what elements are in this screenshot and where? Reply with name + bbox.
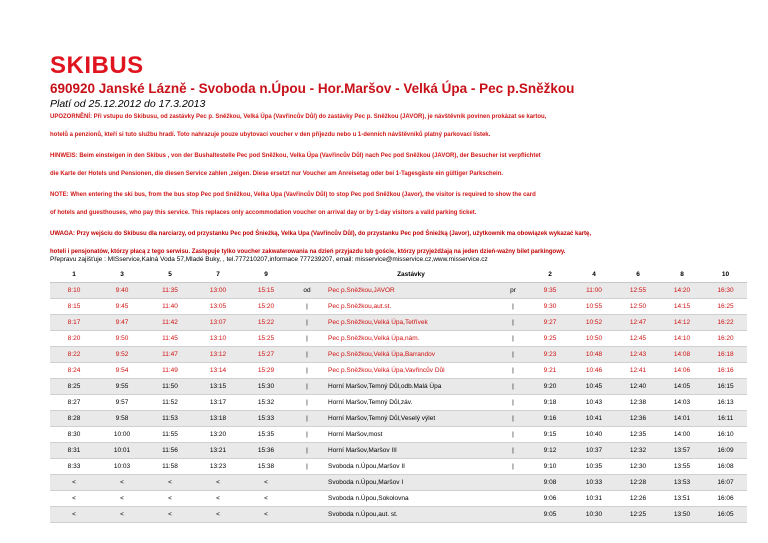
departure-time: 9:50 [98, 331, 146, 347]
departure-time: < [194, 491, 242, 507]
departure-time: 10:55 [572, 299, 616, 315]
departure-time: 10:43 [572, 395, 616, 411]
departure-time: 8:20 [50, 331, 98, 347]
departure-time: 15:30 [242, 379, 290, 395]
direction-marker: | [498, 395, 528, 411]
table-row [50, 347, 747, 363]
departure-time: 12:32 [616, 443, 660, 459]
departure-time: 16:09 [704, 443, 747, 459]
departure-time: 16:11 [704, 411, 747, 427]
departure-time: 11:42 [146, 315, 194, 331]
table-row [50, 299, 747, 315]
departure-time: 14:10 [660, 331, 704, 347]
column-header: 9 [242, 266, 290, 283]
departure-time: 8:30 [50, 427, 98, 443]
departure-time: 13:05 [194, 299, 242, 315]
note-line: UWAGA: Przy wejściu do Skibusu dla narciarzy, od przystanku Pec pod Śnieżką, Velka Upa (Vavřincův Důl), do przystanku Pec pod Śnieżką (Javor), użytkownik ma obowiązek wykazać kartę, [50, 231, 592, 237]
stop-name: Pec p.Sněžkou,Velká Úpa,Tetřívek [324, 315, 498, 331]
stop-name: Pec p.Sněžkou,Velká Úpa,Vavřincův Důl [324, 363, 498, 379]
departure-time: 14:03 [660, 395, 704, 411]
table-row [50, 331, 747, 347]
column-header: 1 [50, 266, 98, 283]
departure-time: 10:45 [572, 379, 616, 395]
departure-time: 10:31 [572, 491, 616, 507]
departure-time: 16:15 [704, 379, 747, 395]
departure-time: 10:35 [572, 459, 616, 475]
direction-marker [498, 475, 528, 491]
column-header [290, 266, 324, 283]
departure-time: 10:30 [572, 507, 616, 523]
departure-time: 9:55 [98, 379, 146, 395]
departure-time: 8:15 [50, 299, 98, 315]
stop-name: Pec p.Sněžkou,Velká Úpa,nám. [324, 331, 498, 347]
departure-time: 9:35 [528, 283, 572, 299]
stop-name: Pec p.Sněžkou,Velká Úpa,Barrandov [324, 347, 498, 363]
direction-marker: | [498, 411, 528, 427]
departure-time: 13:18 [194, 411, 242, 427]
departure-time: 15:20 [242, 299, 290, 315]
departure-time: 15:32 [242, 395, 290, 411]
column-header: Zastávky [324, 266, 498, 283]
departure-time: 9:10 [528, 459, 572, 475]
departure-time: 16:08 [704, 459, 747, 475]
column-header: 3 [98, 266, 146, 283]
departure-time: 13:50 [660, 507, 704, 523]
timetable-header [50, 266, 747, 283]
stop-name: Pec p.Sněžkou,JAVOR [324, 283, 498, 299]
departure-time: 11:58 [146, 459, 194, 475]
departure-time: 12:45 [616, 331, 660, 347]
direction-marker: | [498, 363, 528, 379]
direction-marker: | [290, 459, 324, 475]
column-header: 8 [660, 266, 704, 283]
departure-time: 13:07 [194, 315, 242, 331]
departure-time: 8:31 [50, 443, 98, 459]
departure-time: 11:52 [146, 395, 194, 411]
departure-time: 12:47 [616, 315, 660, 331]
departure-time: 9:23 [528, 347, 572, 363]
departure-time: 9:18 [528, 395, 572, 411]
departure-time: 9:08 [528, 475, 572, 491]
departure-time: 11:55 [146, 427, 194, 443]
direction-marker [290, 507, 324, 523]
departure-time: 14:01 [660, 411, 704, 427]
departure-time: 12:30 [616, 459, 660, 475]
departure-time: 9:16 [528, 411, 572, 427]
stop-name: Svoboda n.Úpou,Sokolovna [324, 491, 498, 507]
departure-time: 9:20 [528, 379, 572, 395]
departure-time: 8:24 [50, 363, 98, 379]
brand-title: SKIBUS [50, 52, 144, 79]
stop-name: Svoboda n.Úpou,Maršov II [324, 459, 498, 475]
timetable [50, 266, 747, 523]
stop-name: Horní Maršov,Temný Důl,Veselý výlet [324, 411, 498, 427]
departure-time: 12:43 [616, 347, 660, 363]
departure-time: 10:01 [98, 443, 146, 459]
departure-time: < [146, 491, 194, 507]
departure-time: 10:03 [98, 459, 146, 475]
direction-marker [290, 491, 324, 507]
departure-time: 13:23 [194, 459, 242, 475]
departure-time: 10:46 [572, 363, 616, 379]
direction-marker [290, 475, 324, 491]
departure-time: 11:35 [146, 283, 194, 299]
departure-time: 13:51 [660, 491, 704, 507]
table-row [50, 315, 747, 331]
note-english [50, 186, 740, 222]
table-row [50, 475, 747, 491]
departure-time: 9:58 [98, 411, 146, 427]
stop-name: Svoboda n.Úpou,aut. st. [324, 507, 498, 523]
note-line: NOTE: When entering the ski bus, from the bus stop Pec pod Sněžkou, Velka Upa (Vavřincův Důl) to stop Pec pod Sněžkou (Javor), the visitor is required to show the card [50, 192, 536, 198]
column-header: 5 [146, 266, 194, 283]
departure-time: 16:25 [704, 299, 747, 315]
departure-time: < [194, 507, 242, 523]
departure-time: 9:52 [98, 347, 146, 363]
departure-time: 10:50 [572, 331, 616, 347]
departure-time: 15:15 [242, 283, 290, 299]
departure-time: 16:10 [704, 427, 747, 443]
table-row [50, 411, 747, 427]
note-line: of hotels and guesthouses, who pay this service. This replaces only accommodation voucher on arrival day or by 1-day visitors a valid parking ticket. [50, 210, 477, 216]
departure-time: 8:27 [50, 395, 98, 411]
column-header [498, 266, 528, 283]
departure-time: 14:05 [660, 379, 704, 395]
direction-marker: | [290, 443, 324, 459]
departure-time: 9:25 [528, 331, 572, 347]
departure-time: 10:52 [572, 315, 616, 331]
departure-time: 12:28 [616, 475, 660, 491]
departure-time: 15:25 [242, 331, 290, 347]
departure-time: 9:05 [528, 507, 572, 523]
departure-time: 16:06 [704, 491, 747, 507]
departure-time: 14:20 [660, 283, 704, 299]
departure-time: < [50, 507, 98, 523]
departure-time: < [242, 475, 290, 491]
stop-name: Pec p.Sněžkou,aut.st. [324, 299, 498, 315]
direction-marker [498, 507, 528, 523]
departure-time: 10:00 [98, 427, 146, 443]
departure-time: 11:47 [146, 347, 194, 363]
departure-time: 15:22 [242, 315, 290, 331]
departure-time: < [194, 475, 242, 491]
departure-time: 11:00 [572, 283, 616, 299]
stop-name: Horní Maršov,Maršov III [324, 443, 498, 459]
departure-time: 9:40 [98, 283, 146, 299]
departure-time: 13:53 [660, 475, 704, 491]
departure-time: 10:41 [572, 411, 616, 427]
departure-time: < [98, 507, 146, 523]
direction-marker: | [498, 347, 528, 363]
direction-marker: | [498, 315, 528, 331]
departure-time: 14:06 [660, 363, 704, 379]
direction-marker: pr [498, 283, 528, 299]
column-header: 6 [616, 266, 660, 283]
departure-time: 14:15 [660, 299, 704, 315]
departure-time: 13:00 [194, 283, 242, 299]
table-row [50, 443, 747, 459]
departure-time: 16:13 [704, 395, 747, 411]
validity-period: Platí od 25.12.2012 do 17.3.2013 [50, 98, 206, 110]
direction-marker: | [498, 299, 528, 315]
departure-time: < [50, 491, 98, 507]
departure-time: 12:35 [616, 427, 660, 443]
direction-marker: | [498, 427, 528, 443]
departure-time: 16:20 [704, 331, 747, 347]
direction-marker: | [290, 315, 324, 331]
direction-marker: | [498, 379, 528, 395]
column-header: 2 [528, 266, 572, 283]
direction-marker: od [290, 283, 324, 299]
table-row [50, 283, 747, 299]
departure-time: 12:36 [616, 411, 660, 427]
table-row [50, 491, 747, 507]
departure-time: 13:14 [194, 363, 242, 379]
note-line: HINWEIS: Beim einsteigen in den Skibus , von der Bushaltestelle Pec pod Sněžkou, Velka Úpa (Vavřincův Důl) nach Pec pod Sněžkou (JAVOR), der Besucher ist verpflichtet [50, 153, 541, 159]
direction-marker: | [290, 395, 324, 411]
departure-time: 13:15 [194, 379, 242, 395]
table-row [50, 379, 747, 395]
departure-time: 13:21 [194, 443, 242, 459]
note-czech [50, 108, 740, 144]
departure-time: 11:56 [146, 443, 194, 459]
direction-marker: | [498, 331, 528, 347]
note-german [50, 147, 740, 183]
departure-time: 11:45 [146, 331, 194, 347]
departure-time: < [98, 475, 146, 491]
departure-time: < [98, 491, 146, 507]
departure-time: 12:55 [616, 283, 660, 299]
departure-time: 16:05 [704, 507, 747, 523]
departure-time: 16:16 [704, 363, 747, 379]
departure-time: 16:18 [704, 347, 747, 363]
direction-marker: | [498, 443, 528, 459]
departure-time: 13:20 [194, 427, 242, 443]
route-title: 690920 Janské Lázně - Svoboda n.Úpou - Hor.Maršov - Velká Úpa - Pec p.Sněžkou [50, 81, 575, 96]
departure-time: 9:12 [528, 443, 572, 459]
operator-info: Přepravu zajišťuje : MISservice,Kalná Voda 57,Mladé Buky, , tel.777210207,informace 777239207, email: misservice@misservice.cz,www.misservice.cz [50, 256, 488, 263]
direction-marker: | [290, 411, 324, 427]
departure-time: 16:30 [704, 283, 747, 299]
timetable-body [50, 283, 747, 523]
stop-name: Horní Maršov,Temný Důl,záv. [324, 395, 498, 411]
departure-time: 9:57 [98, 395, 146, 411]
departure-time: 16:07 [704, 475, 747, 491]
departure-time: 9:47 [98, 315, 146, 331]
departure-time: 15:38 [242, 459, 290, 475]
departure-time: 12:40 [616, 379, 660, 395]
departure-time: 9:54 [98, 363, 146, 379]
departure-time: < [146, 507, 194, 523]
departure-time: 8:25 [50, 379, 98, 395]
departure-time: 13:17 [194, 395, 242, 411]
column-header: 4 [572, 266, 616, 283]
direction-marker: | [290, 379, 324, 395]
departure-time: 10:33 [572, 475, 616, 491]
departure-time: 12:38 [616, 395, 660, 411]
table-row [50, 363, 747, 379]
departure-time: 8:28 [50, 411, 98, 427]
departure-time: 9:45 [98, 299, 146, 315]
departure-time: 12:25 [616, 507, 660, 523]
direction-marker [498, 491, 528, 507]
departure-time: 14:08 [660, 347, 704, 363]
departure-time: 11:53 [146, 411, 194, 427]
departure-time: 10:37 [572, 443, 616, 459]
departure-time: 13:57 [660, 443, 704, 459]
table-row [50, 395, 747, 411]
departure-time: 8:33 [50, 459, 98, 475]
stop-name: Svoboda n.Úpou,Maršov I [324, 475, 498, 491]
departure-time: 16:22 [704, 315, 747, 331]
departure-time: 8:17 [50, 315, 98, 331]
table-row [50, 459, 747, 475]
departure-time: 9:06 [528, 491, 572, 507]
departure-time: 15:35 [242, 427, 290, 443]
note-line: die Karte der Hotels und Pensionen, die diesen Service zahlen ,zeigen. Diese ersetzt nur Voucher am Anreisetag oder bei 1-Tagesgäste ein gültiger Parkschein. [50, 171, 504, 177]
departure-time: 9:21 [528, 363, 572, 379]
table-row [50, 507, 747, 523]
departure-time: 12:26 [616, 491, 660, 507]
stop-name: Horní Maršov,most [324, 427, 498, 443]
departure-time: 10:48 [572, 347, 616, 363]
direction-marker: | [290, 331, 324, 347]
departure-time: 9:30 [528, 299, 572, 315]
departure-time: 15:36 [242, 443, 290, 459]
direction-marker: | [498, 459, 528, 475]
direction-marker: | [290, 347, 324, 363]
note-line: hoteli i pensjonatów, którzy płacą z tego serwisu. Zastępuje tylko voucher zakwaterowania na dzień przyjazdu lub goście, którzy przyjeżdżają na jeden dzień-ważny bilet parkingowy. [50, 249, 566, 255]
departure-time: 15:29 [242, 363, 290, 379]
departure-time: 10:40 [572, 427, 616, 443]
direction-marker: | [290, 363, 324, 379]
departure-time: 13:12 [194, 347, 242, 363]
departure-time: < [50, 475, 98, 491]
departure-time: 11:49 [146, 363, 194, 379]
column-header: 7 [194, 266, 242, 283]
departure-time: 8:10 [50, 283, 98, 299]
departure-time: 13:10 [194, 331, 242, 347]
table-row [50, 427, 747, 443]
departure-time: 12:41 [616, 363, 660, 379]
departure-time: 12:50 [616, 299, 660, 315]
departure-time: 13:55 [660, 459, 704, 475]
note-line: UPOZORNĚNÍ: Při vstupu do Skibusu, od zastávky Pec p. Sněžkou, Velká Úpa (Vavřincův Důl) do zastávky Pec p. Sněžkou (JAVOR), je návštěvník povinen prokázat se kartou, [50, 114, 547, 120]
departure-time: < [242, 507, 290, 523]
direction-marker: | [290, 427, 324, 443]
departure-time: 11:50 [146, 379, 194, 395]
departure-time: < [146, 475, 194, 491]
direction-marker: | [290, 299, 324, 315]
departure-time: 15:27 [242, 347, 290, 363]
column-header: 10 [704, 266, 747, 283]
departure-time: 9:27 [528, 315, 572, 331]
departure-time: 14:00 [660, 427, 704, 443]
departure-time: 14:12 [660, 315, 704, 331]
departure-time: 9:15 [528, 427, 572, 443]
stop-name: Horní Maršov,Temný Důl,odb.Malá Úpa [324, 379, 498, 395]
departure-time: < [242, 491, 290, 507]
departure-time: 11:40 [146, 299, 194, 315]
note-line: hotelů a penzionů, kteří si tuto službu hradí. Toto nahrazuje pouze ubytovací voucher v den příjezdu nebo u 1-denních návštěvníků platný parkovací lístek. [50, 132, 491, 138]
departure-time: 15:33 [242, 411, 290, 427]
departure-time: 8:22 [50, 347, 98, 363]
